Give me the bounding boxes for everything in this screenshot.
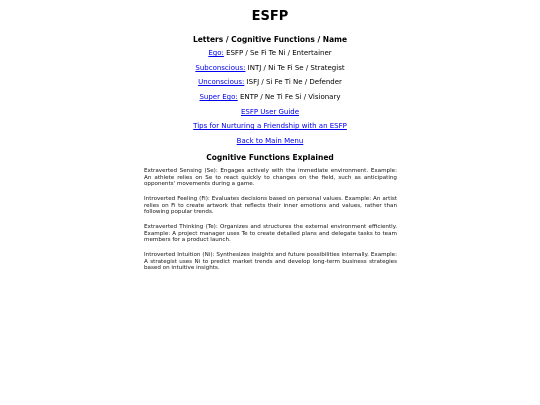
ego-row [0, 49, 540, 64]
back-row [0, 137, 540, 152]
explanation-te: Extraverted Thinking (Te): Organizes and structures the external environment efficiently. Example: A project manager uses Te to create detailed plans and delegate tasks to team members for a product launch. [144, 223, 397, 244]
unconscious-text: ISFJ / Si Fe Ti Ne / Defender [244, 78, 342, 87]
back-to-main-menu-link[interactable]: Back to Main Menu [236, 137, 304, 146]
ego-text: ESFP / Se Fi Te Ni / Entertainer [223, 49, 332, 57]
super-ego-link[interactable]: Super Ego: [199, 93, 238, 102]
super-ego-row [0, 93, 540, 108]
explanation-se: Extraverted Sensing (Se): Engages actively with the immediate environment. Example: An athlete relies on Se to react quickly to changes on the field, such as anticipating opponents' movements during a game. [144, 168, 397, 188]
user-guide-row [0, 108, 540, 123]
function-explanations [144, 168, 397, 280]
tips-row [0, 122, 540, 137]
friendship-tips-link[interactable]: Tips for Nurturing a Friendship with an ESFP [193, 122, 347, 131]
page-subtitle: Letters / Cognitive Functions / Name [192, 35, 348, 44]
subconscious-row [0, 64, 540, 79]
super-ego-text: ENTP / Ne Ti Fe Si / Visionary [237, 93, 341, 102]
page-title: ESFP [251, 9, 289, 24]
user-guide-link[interactable]: ESFP User Guide [240, 107, 300, 116]
subconscious-text: INTJ / Ni Te Fi Se / Strategist [245, 63, 345, 72]
subconscious-link[interactable]: Subconscious: [195, 63, 246, 72]
ego-link[interactable]: Ego: [208, 49, 224, 57]
type-links [0, 49, 540, 152]
section-title: Cognitive Functions Explained [206, 153, 334, 162]
unconscious-row [0, 78, 540, 93]
unconscious-link[interactable]: Unconscious: [198, 78, 245, 87]
explanation-ni: Introverted Intuition (Ni): Synthesizes insights and future possibilities internally. Example: A strategist uses Ni to predict market trends and develop long-term business strategies based on intuitive insights. [144, 251, 397, 272]
explanation-fi: Introverted Feeling (Fi): Evaluates decisions based on personal values. Example: An artist relies on Fi to create artwork that reflects their inner emotions and values, rather than following popular trends. [144, 195, 397, 216]
